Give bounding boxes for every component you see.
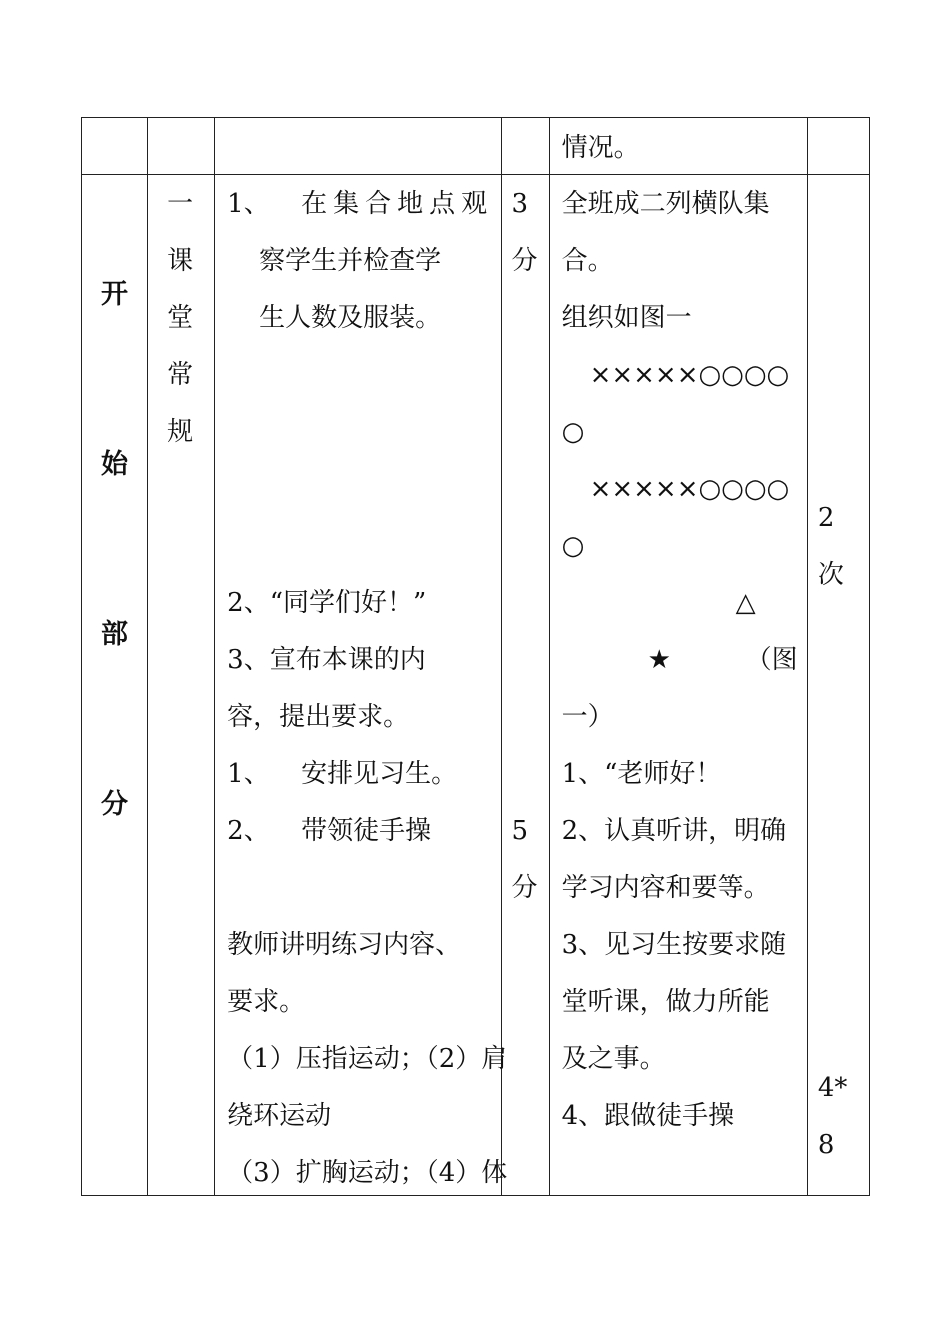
teacher-line: 1、	[227, 759, 270, 789]
teacher-line: 绕环运动	[227, 1101, 332, 1131]
teacher-line: 2、	[227, 816, 270, 846]
teacher-line: 在集合地点观	[301, 189, 494, 219]
topic-label-char: 一	[167, 189, 194, 219]
cell-count	[807, 175, 869, 1196]
time-text: 3	[511, 189, 529, 219]
organization-line: 2、认真听讲，明确	[561, 816, 787, 846]
count-text: 次	[817, 560, 844, 590]
table-row-opening-part	[82, 175, 870, 1196]
lesson-plan-table	[81, 117, 870, 1196]
organization-text: 情况。	[561, 133, 640, 163]
organization-line: 学习内容和要等。	[561, 873, 770, 903]
organization-line: （图	[745, 645, 798, 675]
triangle-icon: △	[735, 588, 756, 618]
formation-row: ×××××○○○○	[589, 474, 790, 504]
teacher-line: 察学生并检查学	[259, 246, 442, 276]
teacher-line: 带领徒手操	[301, 816, 432, 846]
time-text: 5	[511, 816, 529, 846]
count-text: 2	[817, 503, 835, 533]
teacher-line: 要求。	[227, 987, 306, 1017]
time-text: 分	[511, 246, 538, 276]
cell-part-label	[82, 175, 148, 1196]
cell-part	[82, 118, 148, 175]
cell-teacher-activity	[215, 175, 508, 1196]
topic-label-char: 课	[167, 246, 194, 276]
teacher-line: 安排见习生。	[301, 759, 458, 789]
part-label-char: 分	[101, 789, 128, 820]
teacher-line: 容，提出要求。	[227, 702, 410, 732]
organization-line: 合。	[561, 246, 614, 276]
part-label-char: 开	[101, 279, 128, 310]
cell-topic	[148, 118, 215, 175]
part-label-char: 始	[101, 449, 128, 480]
topic-label-char: 堂	[167, 303, 194, 333]
organization-line: 一）	[561, 702, 614, 732]
cell-teacher	[215, 118, 501, 175]
cell-count	[807, 118, 869, 175]
formation-row: ○	[561, 531, 585, 561]
count-text: 8	[817, 1130, 835, 1160]
organization-line: 堂听课，做力所能	[561, 987, 770, 1017]
organization-line: 4、跟做徒手操	[561, 1101, 735, 1131]
time-text: 分	[511, 873, 538, 903]
star-icon: ★	[647, 645, 671, 675]
organization-line: 组织如图一	[561, 303, 692, 333]
table-row-continued	[82, 118, 870, 175]
cell-time	[501, 118, 549, 175]
teacher-line: （1）压指运动；（2）肩	[227, 1044, 508, 1074]
organization-line: 及之事。	[561, 1044, 666, 1074]
part-label-char: 部	[101, 619, 128, 650]
count-text: 4*	[817, 1073, 848, 1103]
cell-organization	[549, 118, 807, 175]
formation-row: ×××××○○○○	[589, 360, 790, 390]
teacher-line: （3）扩胸运动；（4）体	[227, 1158, 508, 1188]
teacher-line: 1、	[227, 189, 270, 219]
teacher-line: 3、宣布本课的内	[227, 645, 426, 675]
topic-label-char: 常	[167, 360, 194, 390]
cell-topic-label	[148, 175, 215, 1196]
teacher-line: 生人数及服装。	[259, 303, 442, 333]
teacher-line: 2、“同学们好！”	[227, 588, 427, 618]
organization-line: 全班成二列横队集	[561, 189, 770, 219]
organization-line: 1、“老师好！	[561, 759, 722, 789]
formation-row: ○	[561, 417, 585, 447]
organization-line: 3、见习生按要求随	[561, 930, 787, 960]
cell-time	[501, 175, 549, 1196]
cell-organization-activity	[549, 175, 807, 1196]
teacher-line: 教师讲明练习内容、	[227, 930, 462, 960]
topic-label-char: 规	[167, 417, 194, 447]
